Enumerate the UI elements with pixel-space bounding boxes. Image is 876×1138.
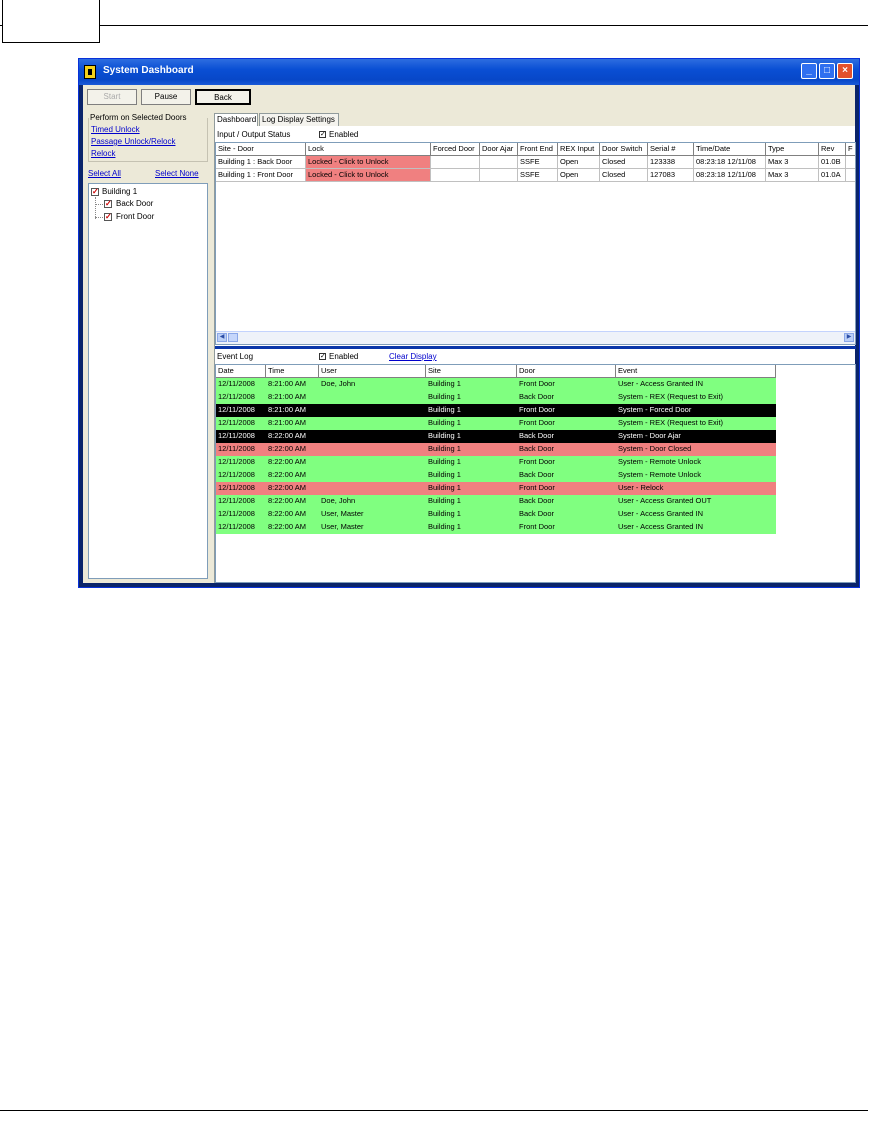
table-cell [431,169,480,182]
select-none-link[interactable]: Select None [155,169,199,178]
table-cell: Back Door [517,391,616,404]
close-icon[interactable]: × [837,63,853,79]
table-cell: Doe, John [319,495,426,508]
table-cell: 8:22:00 AM [266,482,319,495]
column-header[interactable]: Front End [518,143,558,156]
table-cell: 8:21:00 AM [266,391,319,404]
table-cell: SSFE [518,156,558,169]
log-enabled-label: Enabled [329,352,359,361]
table-cell: 127083 [648,169,694,182]
back-door-checkbox[interactable]: ✓ [105,199,112,208]
table-cell: Building 1 [426,417,517,430]
column-header[interactable]: Serial # [648,143,694,156]
passage-unlock-link[interactable]: Passage Unlock/Relock [91,137,176,146]
column-header[interactable]: Date [216,365,266,378]
table-cell: User - Access Granted IN [616,378,776,391]
column-header[interactable]: F [846,143,856,156]
timed-unlock-link[interactable]: Timed Unlock [91,125,140,134]
column-header[interactable]: Rev [819,143,846,156]
sidebar [88,113,210,579]
table-cell: 8:22:00 AM [266,508,319,521]
table-cell: User - Access Granted IN [616,508,776,521]
select-all-link[interactable]: Select All [88,169,121,178]
column-header[interactable]: Site [426,365,517,378]
window-client [83,85,855,583]
table-cell: User - Access Granted IN [616,521,776,534]
table-cell: Open [558,169,600,182]
table-cell: Front Door [517,404,616,417]
table-cell: 8:22:00 AM [266,469,319,482]
table-cell: User - Access Granted OUT [616,495,776,508]
table-cell: 01.0B [819,156,846,169]
log-enabled-checkbox[interactable]: ✓ [320,353,326,360]
table-cell: Building 1 [426,378,517,391]
title-bar[interactable] [79,59,859,85]
table-cell: System - Forced Door [616,404,776,417]
table-cell: 8:21:00 AM [266,404,319,417]
table-cell: 8:22:00 AM [266,456,319,469]
io-status-label: Input / Output Status [217,130,291,139]
table-cell: User, Master [319,508,426,521]
table-cell: Back Door [517,508,616,521]
column-header[interactable]: Lock [306,143,431,156]
column-header[interactable]: User [319,365,426,378]
io-enabled-checkbox[interactable]: ✓ [320,131,326,138]
table-cell [480,169,518,182]
table-cell: 12/11/2008 [216,378,266,391]
table-cell: 8:21:00 AM [266,417,319,430]
table-cell: 12/11/2008 [216,391,266,404]
table-cell: System - Door Closed [616,443,776,456]
back-button[interactable]: Back [195,89,251,105]
table-cell: Max 3 [766,169,819,182]
table-cell: 8:22:00 AM [266,430,319,443]
column-header[interactable]: Time [266,365,319,378]
table-cell: 12/11/2008 [216,469,266,482]
table-cell: Building 1 [426,391,517,404]
column-header[interactable]: Type [766,143,819,156]
table-cell [846,169,856,182]
table-cell: Building 1 : Back Door [216,156,306,169]
table-cell: Building 1 : Front Door [216,169,306,182]
table-cell [480,156,518,169]
table-cell: Building 1 [426,495,517,508]
tree-item-front-door[interactable]: Front Door [116,212,155,221]
table-cell: 12/11/2008 [216,482,266,495]
actions-group-title: Perform on Selected Doors [90,113,187,122]
system-dashboard-window [78,58,860,588]
column-header[interactable]: Door [517,365,616,378]
table-cell [846,156,856,169]
table-cell [319,391,426,404]
table-cell [319,469,426,482]
shield-icon [84,65,96,79]
event-log-grid [215,364,856,583]
table-cell: 08:23:18 12/11/08 [694,169,766,182]
table-cell: Doe, John [319,378,426,391]
table-cell: 8:22:00 AM [266,521,319,534]
column-header[interactable]: Door Ajar [480,143,518,156]
table-cell [431,156,480,169]
table-cell: Back Door [517,430,616,443]
table-cell: Building 1 [426,482,517,495]
table-cell: 12/11/2008 [216,417,266,430]
table-cell: User - Relock [616,482,776,495]
page-header-rule [0,25,868,26]
table-cell: User, Master [319,521,426,534]
table-cell [319,417,426,430]
table-cell: 08:23:18 12/11/08 [694,156,766,169]
table-cell: 8:22:00 AM [266,495,319,508]
table-cell: System - Door Ajar [616,430,776,443]
table-cell: Building 1 [426,521,517,534]
column-header[interactable]: REX Input [558,143,600,156]
table-cell: 01.0A [819,169,846,182]
table-cell: Building 1 [426,469,517,482]
table-cell: 12/11/2008 [216,521,266,534]
clear-display-link[interactable]: Clear Display [389,352,437,361]
table-cell: System - REX (Request to Exit) [616,391,776,404]
table-cell: Front Door [517,417,616,430]
splitter-bar[interactable] [215,346,856,349]
table-cell: Building 1 [426,443,517,456]
table-cell: System - Remote Unlock [616,456,776,469]
table-cell: Back Door [517,443,616,456]
page-header-tab [2,0,100,43]
column-header[interactable]: Door Switch [600,143,648,156]
table-cell: Open [558,156,600,169]
tree-line [95,204,103,205]
io-status-grid [215,142,856,345]
dashboard-panel [214,126,855,583]
scroll-right-icon[interactable]: ▶ [844,333,854,342]
window-title: System Dashboard [103,65,194,76]
table-cell: Building 1 [426,404,517,417]
scroll-thumb[interactable] [228,333,238,342]
tree-line [95,217,103,218]
minimize-icon[interactable]: _ [801,63,817,79]
table-cell [319,456,426,469]
page-footer-rule [0,1110,868,1111]
column-header[interactable]: Time/Date [694,143,766,156]
table-cell: Building 1 [426,508,517,521]
tree-line [95,197,96,219]
table-cell: Closed [600,169,648,182]
column-header[interactable]: Event [616,365,776,378]
table-cell: Front Door [517,482,616,495]
table-cell: 8:21:00 AM [266,378,319,391]
table-cell: 12/11/2008 [216,456,266,469]
front-door-checkbox[interactable]: ✓ [105,212,112,221]
table-cell [319,430,426,443]
tree-item-back-door[interactable]: Back Door [116,199,154,208]
start-button[interactable]: Start [87,89,137,105]
maximize-icon[interactable]: □ [819,63,835,79]
table-cell: 123338 [648,156,694,169]
table-cell: Front Door [517,521,616,534]
scroll-left-icon[interactable]: ◀ [217,333,227,342]
horizontal-scrollbar[interactable] [216,331,855,344]
io-enabled-label: Enabled [329,130,359,139]
table-cell: 12/11/2008 [216,443,266,456]
column-header[interactable]: Site - Door [216,143,306,156]
tree-item-building[interactable]: Building 1 [102,187,138,196]
table-cell: SSFE [518,169,558,182]
table-cell [319,443,426,456]
event-log-label: Event Log [217,352,254,361]
relock-link[interactable]: Relock [91,149,116,158]
table-cell: Building 1 [426,430,517,443]
table-cell: 12/11/2008 [216,430,266,443]
table-cell: Back Door [517,469,616,482]
pause-button[interactable]: Pause [141,89,191,105]
table-cell: Back Door [517,495,616,508]
table-cell: Front Door [517,378,616,391]
table-cell: Max 3 [766,156,819,169]
column-header[interactable]: Forced Door [431,143,480,156]
table-cell [319,482,426,495]
table-cell: System - Remote Unlock [616,469,776,482]
tab-dashboard[interactable]: Dashboard [214,113,258,127]
lock-toggle-cell[interactable]: Locked - Click to Unlock [306,156,431,169]
table-cell: 8:22:00 AM [266,443,319,456]
table-cell: Building 1 [426,456,517,469]
table-cell [319,404,426,417]
table-cell: System - REX (Request to Exit) [616,417,776,430]
table-cell: 12/11/2008 [216,508,266,521]
tab-log-display-settings[interactable]: Log Display Settings [259,113,339,126]
table-cell: 12/11/2008 [216,404,266,417]
lock-toggle-cell[interactable]: Locked - Click to Unlock [306,169,431,182]
building-checkbox[interactable]: ✓ [92,187,99,196]
table-cell: Closed [600,156,648,169]
door-tree [88,183,208,579]
table-cell: 12/11/2008 [216,495,266,508]
table-cell: Front Door [517,456,616,469]
